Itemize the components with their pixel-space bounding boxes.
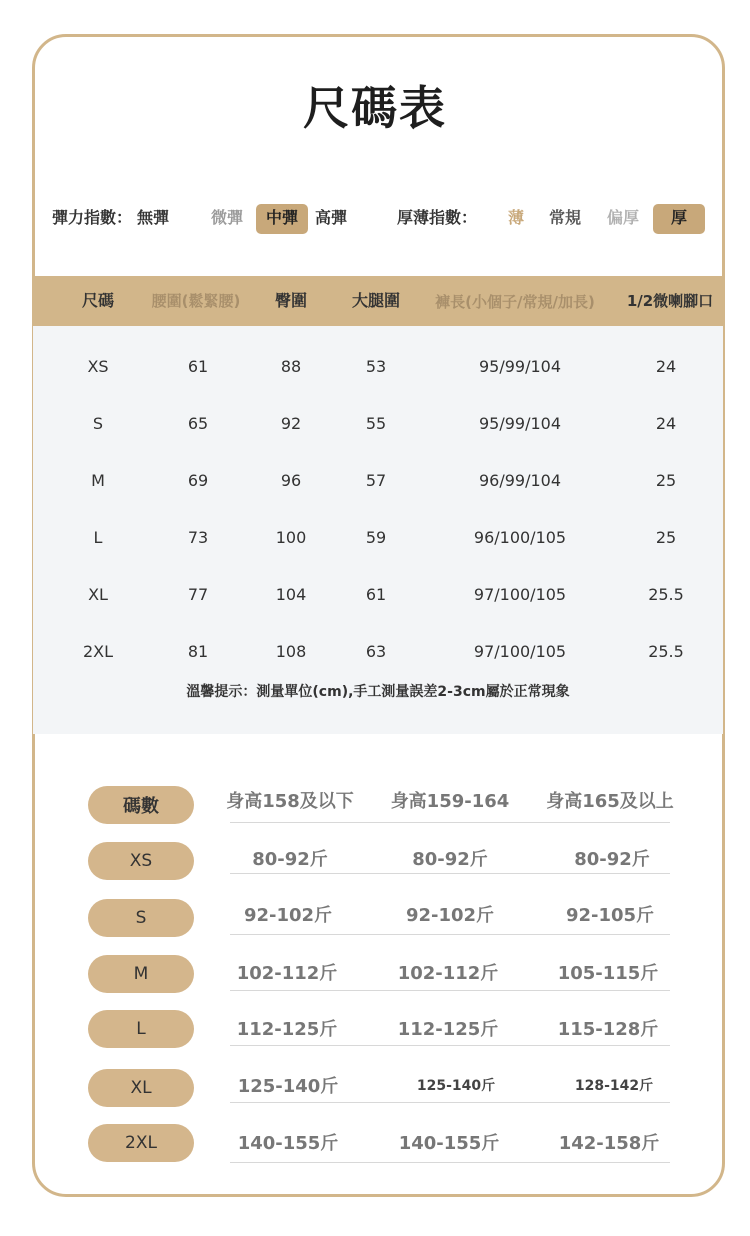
table-row bbox=[0, 952, 750, 992]
elasticity-option-high: 高彈 bbox=[315, 208, 348, 227]
thickness-label: 厚薄指數： bbox=[397, 208, 478, 227]
header-height-medium: 身高159-164 bbox=[390, 791, 510, 812]
size-pill: XS bbox=[88, 842, 194, 880]
header-thigh: 大腿圍 bbox=[351, 291, 400, 311]
cell-waist: 73 bbox=[187, 528, 209, 547]
header-waist: 腰圍(鬆緊腰) bbox=[151, 291, 241, 310]
row-divider bbox=[230, 934, 670, 935]
elasticity-option-medium-selected: 中彈 bbox=[256, 204, 308, 234]
cell-hem: 25.5 bbox=[648, 642, 684, 661]
weight-cell: 115-128斤 bbox=[557, 1019, 659, 1040]
row-divider bbox=[230, 990, 670, 991]
table-row bbox=[33, 566, 723, 623]
weight-cell: 140-155斤 bbox=[237, 1133, 339, 1154]
header-size: 尺碼 bbox=[81, 291, 114, 311]
table-row bbox=[0, 838, 750, 878]
cell-thigh: 63 bbox=[365, 642, 387, 661]
page-title: 尺碼表 bbox=[303, 81, 447, 135]
cell-size: XS bbox=[87, 357, 109, 376]
size-table-header bbox=[33, 276, 723, 326]
table-row bbox=[0, 894, 750, 934]
cell-length: 95/99/104 bbox=[478, 414, 562, 433]
header-height-tall: 身高165及以上 bbox=[546, 791, 674, 812]
header-height-short: 身高158及以下 bbox=[226, 791, 354, 812]
cell-hem: 25.5 bbox=[648, 585, 684, 604]
cell-length: 96/99/104 bbox=[478, 471, 562, 490]
cell-thigh: 57 bbox=[365, 471, 387, 490]
table-row bbox=[33, 509, 723, 566]
cell-length: 95/99/104 bbox=[478, 357, 562, 376]
cell-thigh: 61 bbox=[365, 585, 387, 604]
weight-cell: 92-102斤 bbox=[243, 905, 333, 926]
weight-cell: 112-125斤 bbox=[236, 1019, 338, 1040]
cell-length: 96/100/105 bbox=[473, 528, 567, 547]
table-row bbox=[0, 1122, 750, 1162]
elasticity-option-none: 無彈 bbox=[137, 208, 170, 227]
weight-cell: 105-115斤 bbox=[557, 963, 659, 984]
table-row bbox=[0, 1065, 750, 1105]
table-row bbox=[33, 395, 723, 452]
weight-table-header bbox=[0, 780, 750, 820]
weight-cell: 128-142斤 bbox=[574, 1078, 654, 1094]
cell-hem: 24 bbox=[655, 357, 677, 376]
size-pill: XL bbox=[88, 1069, 194, 1107]
cell-thigh: 53 bbox=[365, 357, 387, 376]
size-pill: M bbox=[88, 955, 194, 993]
size-pill: L bbox=[88, 1010, 194, 1048]
cell-thigh: 59 bbox=[365, 528, 387, 547]
cell-size: S bbox=[92, 414, 104, 433]
cell-hip: 100 bbox=[275, 528, 307, 547]
row-divider bbox=[230, 1045, 670, 1046]
cell-waist: 69 bbox=[187, 471, 209, 490]
cell-waist: 65 bbox=[187, 414, 209, 433]
weight-cell: 80-92斤 bbox=[574, 849, 650, 870]
header-length: 褲長(小個子/常規/加長) bbox=[435, 292, 595, 311]
weight-cell: 125-140斤 bbox=[237, 1076, 339, 1097]
cell-hip: 108 bbox=[275, 642, 307, 661]
size-measurement-table bbox=[33, 276, 723, 734]
header-hem: 1/2微喇腳口 bbox=[626, 291, 714, 310]
cell-size: L bbox=[93, 528, 103, 547]
cell-length: 97/100/105 bbox=[473, 642, 567, 661]
index-indicators bbox=[0, 204, 750, 234]
weight-cell: 80-92斤 bbox=[252, 849, 328, 870]
row-divider bbox=[230, 1102, 670, 1103]
cell-waist: 61 bbox=[187, 357, 209, 376]
weight-cell: 92-105斤 bbox=[565, 905, 655, 926]
weight-cell: 142-158斤 bbox=[558, 1133, 660, 1154]
thickness-option-thick-selected: 厚 bbox=[653, 204, 705, 234]
table-row bbox=[33, 623, 723, 680]
weight-cell: 102-112斤 bbox=[236, 963, 338, 984]
table-row bbox=[33, 338, 723, 395]
cell-waist: 77 bbox=[187, 585, 209, 604]
size-table-body bbox=[33, 326, 723, 734]
cell-length: 97/100/105 bbox=[473, 585, 567, 604]
elasticity-option-slight: 微彈 bbox=[211, 208, 244, 227]
cell-size: 2XL bbox=[82, 642, 114, 661]
cell-hip: 88 bbox=[280, 357, 302, 376]
weight-cell: 80-92斤 bbox=[412, 849, 488, 870]
cell-size: XL bbox=[88, 585, 108, 604]
cell-size: M bbox=[91, 471, 105, 490]
cell-hip: 92 bbox=[280, 414, 302, 433]
measurement-note: 溫馨提示：測量單位(cm),手工測量誤差2-3cm屬於正常現象 bbox=[186, 684, 570, 700]
thickness-option-thin: 薄 bbox=[508, 208, 525, 227]
table-row bbox=[33, 452, 723, 509]
cell-waist: 81 bbox=[187, 642, 209, 661]
thickness-option-slightly-thick: 偏厚 bbox=[607, 208, 640, 227]
weight-cell: 140-155斤 bbox=[398, 1133, 500, 1154]
thickness-option-regular: 常規 bbox=[549, 208, 582, 227]
weight-cell: 112-125斤 bbox=[397, 1019, 499, 1040]
size-pill: S bbox=[88, 899, 194, 937]
row-divider bbox=[230, 1162, 670, 1163]
weight-cell: 92-102斤 bbox=[405, 905, 495, 926]
cell-hip: 104 bbox=[275, 585, 307, 604]
header-hip: 臀圍 bbox=[274, 291, 307, 311]
cell-hem: 24 bbox=[655, 414, 677, 433]
weight-cell: 125-140斤 bbox=[416, 1078, 496, 1094]
table-row bbox=[0, 1008, 750, 1048]
cell-hip: 96 bbox=[280, 471, 302, 490]
cell-thigh: 55 bbox=[365, 414, 387, 433]
cell-hem: 25 bbox=[655, 528, 677, 547]
weight-table-corner: 碼數 bbox=[88, 786, 194, 824]
size-pill: 2XL bbox=[88, 1124, 194, 1162]
weight-cell: 102-112斤 bbox=[397, 963, 499, 984]
row-divider bbox=[230, 822, 670, 823]
cell-hem: 25 bbox=[655, 471, 677, 490]
row-divider bbox=[230, 873, 670, 874]
elasticity-label: 彈力指數： bbox=[52, 208, 133, 227]
